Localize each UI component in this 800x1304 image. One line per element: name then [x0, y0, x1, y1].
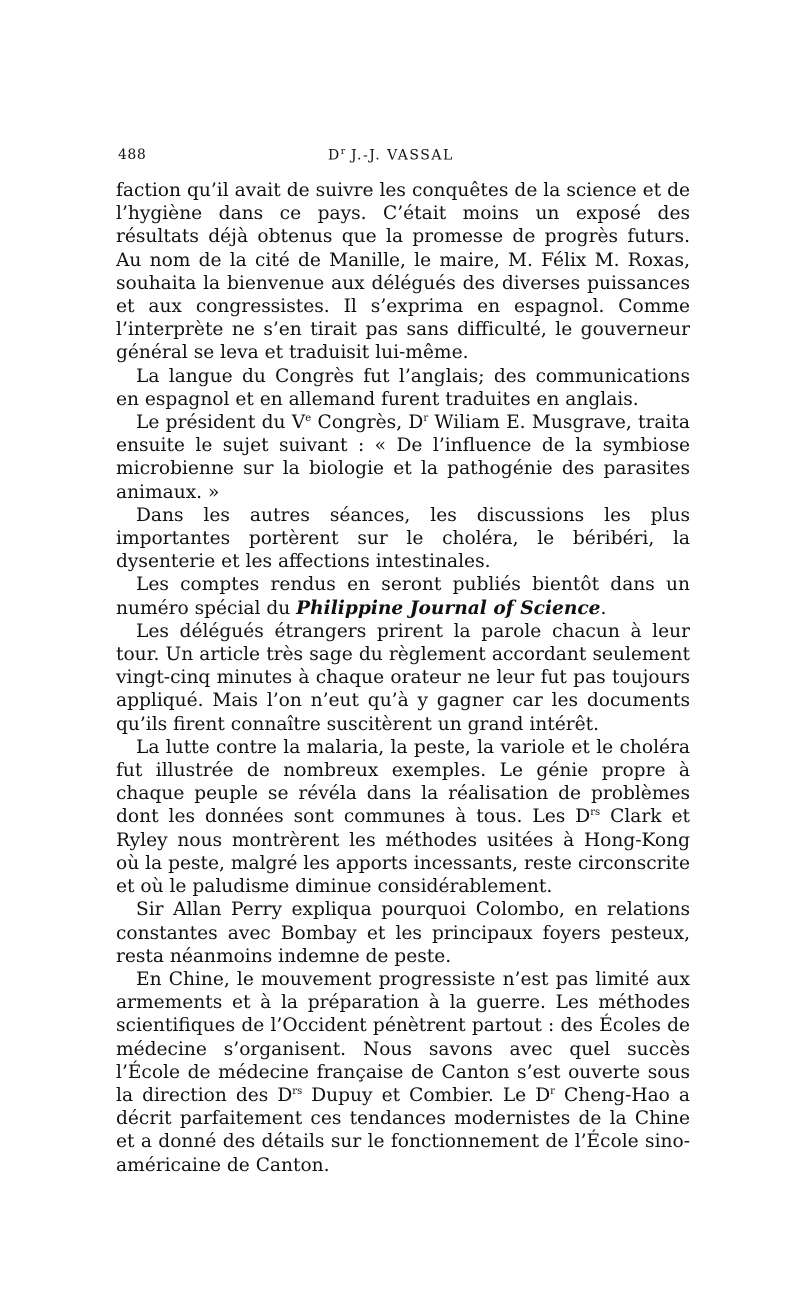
paragraph-9-text-c: Cheng-Hao a décrit parfaitement ces tendances modernistes de la Chine et a donné des détails sur le fonctionnement de l’École sino-américaine de Canton. [116, 1084, 690, 1176]
paragraph-9-text-a: En Chine, le mouvement progressiste n’est pas limité aux armements et à la préparation à la guerre. Les méthodes scientifiques de l’Occident pénètrent partout : des Écoles de médecine s’organisent. Nous savons avec quel succès l’École de médecine française de Canton s’est ouverte sous la direction des D [116, 968, 690, 1106]
paragraph-9 [116, 968, 690, 1177]
paragraph-3-text-c: Wiliam E. Musgrave, traita ensuite le sujet suivant : « De l’influence de la symbiose microbienne sur la biologie et la pathogénie des parasites animaux. » [116, 412, 690, 503]
paragraph-7-text-a: La lutte contre la malaria, la peste, la variole et le choléra fut illustrée de nombreux exemples. Le génie propre à chaque peuple se révéla dans la réalisation de problèmes dont les données sont communes à tous. Les D [116, 736, 690, 828]
paragraph-7 [116, 736, 690, 898]
paragraph-4: Dans les autres séances, les discussions les plus importantes portèrent sur le choléra, le béribéri, la dysenterie et les affections intestinales. [116, 504, 690, 573]
body-text [116, 179, 690, 1177]
paragraph-3-sup-1: e [305, 412, 312, 424]
paragraph-7-text-b: Clark et Ryley nous montrèrent les méthodes usitées à Hong-Kong où la peste, malgré les apports incessants, reste circonscrite et où le paludisme diminue considérablement. [116, 806, 691, 898]
paragraph-5 [116, 573, 690, 619]
paragraph-3-text-a: Le président du V [136, 412, 306, 434]
running-head [118, 147, 688, 167]
paragraph-5-text-a: Les comptes rendus en seront publiés bientôt dans un numéro spécial du [116, 574, 690, 619]
paragraph-3-sup-2: r [423, 412, 429, 424]
paragraph-2: La langue du Congrès fut l’anglais; des communications en espagnol et en allemand furent traduites en anglais. [116, 365, 690, 410]
author-prefix: D [328, 147, 341, 164]
paragraph-5-text-b: . [600, 597, 607, 619]
paragraph-9-text-b: Dupuy et Combier. Le D [302, 1084, 551, 1106]
author-name: J.-J. VASSAL [351, 147, 454, 164]
paragraph-3 [116, 411, 690, 504]
paragraph-9-sup-2: r [550, 1085, 555, 1097]
journal-title: Philippine Journal of Science [296, 597, 601, 619]
paragraph-3-text-b: Congrès, D [311, 412, 424, 434]
page-number: 488 [118, 147, 147, 163]
paragraph-1: faction qu’il avait de suivre les conquêtes de la science et de l’hygiène dans ce pays. C’était moins un exposé des résultats déjà obtenus que la promesse de progrès futurs. Au nom de la cité de Manille, le maire, M. Félix M. Roxas, souhaita la bienvenue aux délégués des diverses puissances et aux congressistes. Il s’exprima en espagnol. Comme l’interprète ne s’en tirait pas sans difficulté, le gouverneur général se leva et traduisit lui-même. [116, 180, 690, 364]
paragraph-7-sup: rs [590, 807, 601, 819]
running-title [328, 147, 454, 164]
author-prefix-sup: r [340, 147, 346, 157]
paragraph-8: Sir Allan Perry expliqua pourquoi Colombo, en relations constantes avec Bombay et les principaux foyers pesteux, resta néanmoins indemne de peste. [116, 899, 690, 967]
paragraph-6: Les délégués étrangers prirent la parole chacun à leur tour. Un article très sage du règlement accordant seulement vingt-cinq minutes à chaque orateur ne leur fut pas toujours appliqué. Mais l’on n’eut qu’à y gagner car les documents qu’ils firent connaître suscitèrent un grand intérêt. [116, 620, 690, 735]
paragraph-9-sup-1: rs [292, 1085, 303, 1097]
